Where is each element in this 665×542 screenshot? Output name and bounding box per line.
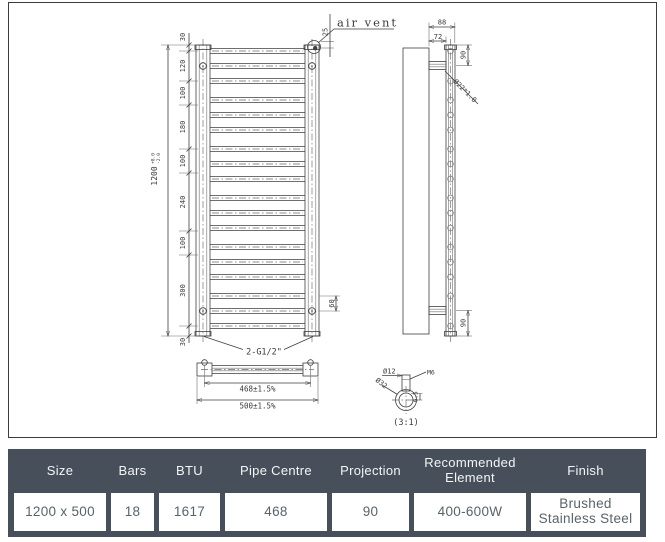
radiator-drawing	[9, 3, 658, 439]
value-cell-recommended-element: 400-600W	[414, 493, 526, 531]
value-cell-projection: 90	[332, 493, 409, 531]
chain-dim-3: 180	[179, 120, 187, 134]
front-right-tube	[304, 39, 320, 342]
dim-90-top	[456, 45, 472, 66]
overall-dim-label: 1200	[150, 166, 159, 186]
plan-view	[197, 360, 318, 411]
technical-drawing-panel	[8, 2, 657, 438]
dim-vent-label: 25	[321, 27, 330, 37]
chain-dim-2: 100	[179, 86, 187, 100]
dim-90-bottom	[456, 311, 472, 337]
dim-90-top-label: 90	[459, 50, 468, 60]
dim-depth-72	[429, 33, 446, 43]
detail-view	[374, 368, 435, 429]
chain-dim-1: 120	[179, 59, 187, 73]
value-cell-btu: 1617	[159, 493, 220, 531]
dim-m6-label: M6	[427, 368, 435, 377]
front-bars	[210, 48, 305, 328]
chain-dim-5: 240	[179, 195, 187, 209]
dim-d12-label: Ø12	[383, 367, 396, 376]
chain-dim-0: 30	[179, 32, 187, 42]
dim-d32-callout	[374, 376, 398, 394]
value-cell-bars: 18	[111, 493, 154, 531]
header-cell-projection: Projection	[340, 462, 401, 478]
dim-offset-callout	[411, 391, 423, 402]
side-view	[403, 19, 478, 343]
pipe-spec-callout	[445, 71, 478, 104]
chain-dim-6: 100	[179, 236, 187, 250]
dim-offset-label: 6.5	[412, 391, 420, 403]
dim-chain	[161, 33, 198, 346]
dim-overall-width	[197, 377, 318, 411]
side-brackets	[429, 62, 446, 315]
tolerance-lower: -2.0	[156, 152, 162, 164]
dim-bracket-60	[319, 296, 340, 311]
spec-table	[8, 449, 646, 537]
value-cell-finish: Brushed Stainless Steel	[531, 493, 640, 531]
header-cell-recommended-element: Recommended Element	[424, 455, 516, 485]
chain-dim-4: 100	[179, 154, 187, 168]
value-cell-size: 1200 x 500	[14, 493, 106, 531]
header-cell-size: Size	[46, 462, 74, 478]
header-cell-finish: Finish	[567, 462, 604, 478]
dim-468-label: 468±1.5%	[239, 384, 276, 394]
spec-table-value-row	[8, 493, 646, 537]
header-cell-btu: BTU	[176, 462, 203, 478]
dim-d12-callout	[382, 368, 402, 376]
chain-dim-7: 300	[179, 284, 187, 297]
dim-d32-label: Ø32	[373, 376, 389, 391]
detail-scale-label: (3:1)	[393, 418, 419, 428]
dim-overall-height	[150, 45, 168, 336]
header-cell-bars: Bars	[118, 462, 147, 478]
front-view	[150, 14, 398, 358]
dim-pipe-centres	[205, 366, 311, 394]
spec-table-header-row	[8, 449, 646, 493]
pipe-spec-label: Ø22*1.0	[451, 77, 479, 105]
dim-500-label: 500±1.5%	[239, 401, 276, 411]
chain-dim-8: 30	[179, 337, 187, 347]
dim-60-label: 60	[328, 299, 336, 308]
dim-90-bottom-label: 90	[459, 318, 468, 328]
dim-vent-25	[321, 14, 334, 57]
air-vent-label: air vent	[337, 15, 399, 30]
wall-section	[403, 48, 429, 334]
thread-label: 2-G1/2"	[246, 347, 282, 358]
header-cell-pipe-centre: Pipe Centre	[240, 462, 312, 478]
tolerance-upper: +8.0	[151, 152, 157, 164]
value-cell-pipe-centre: 468	[225, 493, 327, 531]
thread-callout	[204, 337, 313, 358]
dim-88-label: 88	[437, 18, 447, 27]
dim-72-label: 72	[433, 33, 443, 41]
front-left-tube	[195, 39, 211, 342]
wall-bracket-markers	[200, 63, 316, 315]
dim-m6-callout	[410, 369, 435, 380]
